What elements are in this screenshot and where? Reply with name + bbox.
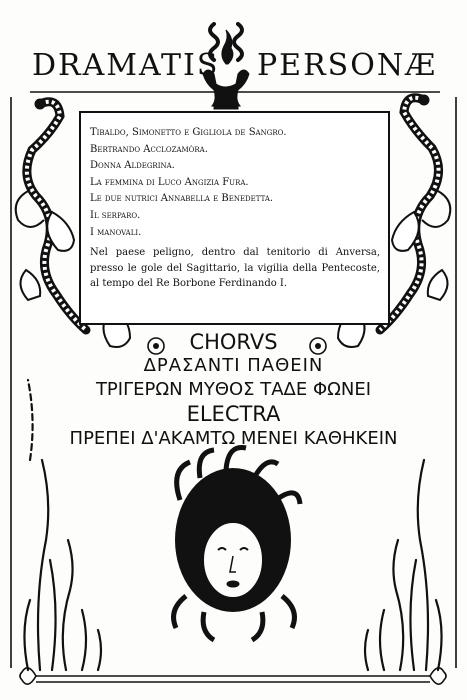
motto-greek-line-1: ΔΡΑΣΑΝΤΙ ΠΑΘΕΙΝ bbox=[143, 355, 324, 376]
cast-entry: Donna Aldegrina. bbox=[90, 160, 175, 172]
motto-greek-line-2: ΤΡΙΓΕΡΩΝ ΜΥΘΟΣ ΤΑΔΕ ΦΩΝΕΙ bbox=[95, 379, 372, 400]
motto-greek-line-3: ΠΡΕΠΕΙ Δ'ΑΚΑΜΤΩ ΜΕΝΕΙ ΚΑΘΗΚΕΙΝ bbox=[69, 428, 398, 449]
cast-entry: Le due nutrici Annabella e Benedetta. bbox=[90, 193, 274, 205]
cast-entry: Tibaldo, Simonetto e Gigliola de Sangro. bbox=[90, 127, 287, 138]
motto-chorus: CHORVS bbox=[189, 330, 278, 354]
motto-electra: ELECTRA bbox=[186, 402, 281, 426]
title-dramatis: DRAMATIS bbox=[32, 48, 220, 83]
cast-entry: Il serparo. bbox=[90, 209, 141, 221]
cast-list bbox=[90, 125, 380, 241]
cast-entry: La femmina di Luco Angizia Fura. bbox=[90, 176, 249, 188]
title-personae: PERSONÆ bbox=[257, 48, 438, 83]
cast-entry: I manovali. bbox=[90, 226, 142, 238]
medusa-head-illustration bbox=[174, 447, 300, 640]
scene-setting-note: Nel paese peligno, dentro dal tenitorio di Anversa, presso le gole del Sagittario, la vigilia della Pentecoste, al tempo del Re Borbone Ferdinando I. bbox=[90, 247, 380, 290]
cast-entry: Bertrando Acclozamòra. bbox=[90, 143, 208, 155]
cast-list-box bbox=[79, 111, 390, 325]
